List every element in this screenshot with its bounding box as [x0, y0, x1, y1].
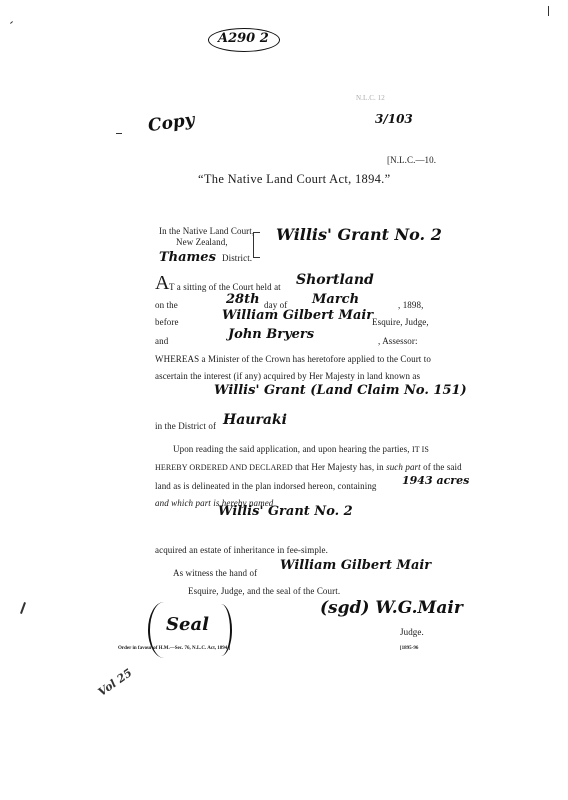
district-prefix: in the District of — [155, 421, 217, 431]
court-line1: In the Native Land Court, — [159, 226, 255, 236]
and-label: and — [155, 336, 169, 346]
ordered-line — [155, 462, 462, 472]
margin-tick — [10, 21, 13, 24]
witness-text: As witness the hand of — [173, 568, 258, 578]
order-note: Order in favour of H.M.—Sec. 76, N.L.C. Act, 1894.] — [118, 646, 231, 651]
ordered-declared: HEREBY ORDERED AND DECLARED — [155, 463, 293, 472]
it-is: IT IS — [411, 445, 429, 454]
district-label: District. — [222, 253, 253, 263]
seal-text: Seal — [166, 614, 209, 635]
judge-name: William Gilbert Mair — [222, 308, 374, 323]
para2b: that Her Majesty has, in — [295, 462, 384, 472]
esquire-judge: Esquire, Judge, — [372, 317, 429, 327]
estate-line: acquired an estate of inheritance in fee-simple. — [155, 545, 328, 555]
whereas-line2: ascertain the interest (if any) acquired by Her Majesty in land known as — [155, 371, 421, 381]
hereby-named: and which part is hereby named — [155, 498, 274, 508]
land-name: Willis' Grant (Land Claim No. 151) — [214, 383, 467, 398]
such-part: such part — [386, 462, 421, 472]
acres: 1943 acres — [402, 474, 470, 487]
on-the-label: on the — [155, 300, 178, 310]
document-title: “The Native Land Court Act, 1894.” — [198, 172, 391, 186]
witness-esq: Esquire, Judge, and the seal of the Court. — [188, 586, 341, 596]
para1-text: Upon reading the said application, and upon hearing the parties, — [173, 444, 410, 454]
upon-reading — [173, 444, 429, 454]
whereas-line1: WHEREAS a Minister of the Crown has heretofore applied to the Court to — [155, 354, 431, 364]
sitting-place: Shortland — [296, 272, 374, 288]
initial-letter: A — [155, 272, 170, 294]
sitting-day: 28th — [226, 292, 260, 307]
judge-signature: (sgd) W.G.Mair — [320, 598, 463, 618]
district-hand: Thames — [159, 250, 216, 265]
faint-stamp: N.L.C. 12 — [356, 94, 385, 102]
court-brace — [253, 232, 260, 258]
part-name: Willis' Grant No. 2 — [218, 504, 353, 519]
sitting-year: , 1898, — [398, 300, 424, 310]
form-number: 3/103 — [375, 112, 413, 126]
sitting-month: March — [312, 292, 360, 307]
assessor-name: John Bryers — [228, 327, 315, 342]
before-label: before — [155, 317, 179, 327]
file-ref: A290 2 — [218, 31, 269, 46]
margin-initials: Vol 25 — [95, 666, 135, 699]
margin-tick — [548, 6, 549, 16]
margin-tick — [116, 133, 122, 134]
copy-mark: Copy — [146, 109, 196, 137]
land-line: land as is delineated in the plan indorsed hereon, containing — [155, 481, 377, 491]
judge-label: Judge. — [400, 627, 424, 637]
sitting-text: T a sitting of the Court held at — [169, 282, 281, 292]
form-code: [N.L.C.—10. — [387, 155, 437, 165]
court-line2: New Zealand, — [176, 237, 228, 247]
assessor-label: , Assessor: — [378, 336, 418, 346]
day-of-label: day of — [264, 300, 288, 310]
witness-name: William Gilbert Mair — [280, 558, 432, 573]
print-ref: [1895-96 — [400, 646, 419, 651]
para2c: of the said — [423, 462, 462, 472]
grant-name: Willis' Grant No. 2 — [276, 225, 442, 244]
margin-tick — [20, 602, 26, 614]
district-name: Hauraki — [223, 412, 287, 428]
